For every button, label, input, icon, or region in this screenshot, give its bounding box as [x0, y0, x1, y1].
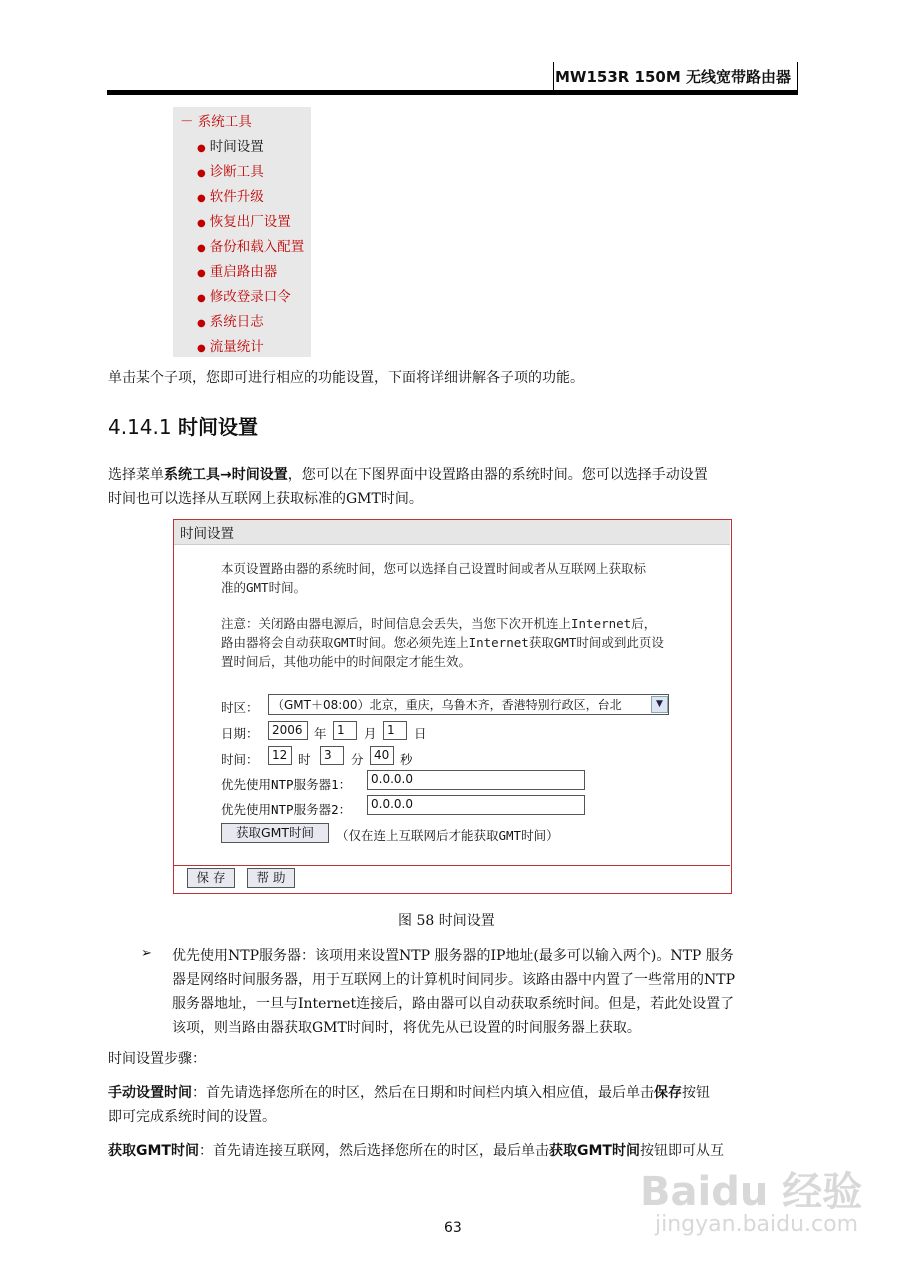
bullet-icon: ●: [197, 143, 206, 154]
hour-unit: 时: [298, 752, 311, 767]
section-heading: [108, 411, 258, 440]
bullet-line-4: 该项，则当路由器获取GMT时间时，将优先从已设置的时间服务器上获取。: [172, 1020, 641, 1036]
panel-note-line-3: 置时间后，其他功能中的时间限定才能生效。: [221, 654, 472, 669]
menu-item-password[interactable]: [197, 285, 291, 305]
menu-item-traffic[interactable]: [197, 335, 264, 355]
date-label: 日期：: [221, 726, 259, 741]
header-title: MW153R 150M 无线宽带路由器: [555, 68, 792, 86]
menu-item-syslog[interactable]: [197, 310, 264, 330]
manual-text: ：首先请选择您所在的时区，然后在日期和时间栏内填入相应值，最后单击: [192, 1085, 654, 1101]
second-input[interactable]: 40: [370, 746, 394, 765]
menu-item-label: 时间设置: [209, 139, 264, 155]
ntp2-label: 优先使用NTP服务器2：: [221, 802, 352, 817]
description-line-1: [108, 463, 798, 487]
menu-item-time[interactable]: [197, 135, 264, 155]
ntp1-input[interactable]: 0.0.0.0: [367, 770, 585, 790]
menu-item-upgrade[interactable]: [197, 185, 264, 205]
menu-item-backup[interactable]: [197, 235, 304, 255]
panel-note-line-2: 路由器将会自动获取GMT时间。您必须先连上Internet获取GMT时间或到此页设: [221, 635, 664, 650]
save-button[interactable]: 保 存: [187, 868, 235, 888]
month-input[interactable]: 1: [333, 721, 357, 740]
menu-item-label: 恢复出厂设置: [209, 214, 291, 230]
menu-item-label: 修改登录口令: [209, 289, 291, 305]
bullet-icon: ●: [197, 268, 206, 279]
manual-text-2: 按钮: [682, 1085, 710, 1101]
minute-input[interactable]: 3: [320, 746, 344, 765]
desc-rest: ，您可以在下图界面中设置路由器的系统时间。您可以选择手动设置: [287, 467, 708, 483]
section-number: 4.14.1: [108, 415, 172, 439]
baidu-watermark-url: jingyan.baidu.com: [655, 1212, 859, 1237]
day-input[interactable]: 1: [383, 721, 407, 740]
bullet-icon: ●: [197, 343, 206, 354]
panel-note-line-1: 注意：关闭路由器电源后，时间信息会丢失，当您下次开机连上Internet后，: [221, 616, 657, 631]
gmt-button-ref: 获取GMT时间: [548, 1143, 640, 1159]
bullet-icon: ●: [197, 318, 206, 329]
description-line-2: 时间也可以选择从互联网上获取标准的GMT时间。: [108, 491, 423, 507]
bullet-icon: ●: [197, 293, 206, 304]
timezone-value: （GMT＋08:00）北京，重庆，乌鲁木齐，香港特别行政区，台北: [272, 698, 622, 712]
menu-item-label: 系统日志: [209, 314, 264, 330]
manual-save-bold: 保存: [654, 1085, 682, 1101]
menu-item-label: 备份和载入配置: [209, 239, 305, 255]
get-gmt-button[interactable]: 获取GMT时间: [221, 823, 329, 843]
help-button[interactable]: 帮 助: [247, 868, 295, 888]
panel-title: 时间设置: [180, 526, 234, 542]
desc-menu-path: 系统工具→时间设置: [164, 467, 288, 483]
section-title: 时间设置: [177, 415, 258, 439]
bullet-icon: ●: [197, 218, 206, 229]
header-rule: [107, 90, 798, 95]
manual-line-1: [108, 1081, 798, 1105]
hour-input[interactable]: 12: [268, 746, 292, 765]
manual-line-2: 即可完成系统时间的设置。: [108, 1109, 276, 1125]
panel-footer-divider: [174, 865, 730, 866]
panel-info-line-1: 本页设置路由器的系统时间，您可以选择自己设置时间或者从互联网上获取标: [221, 561, 647, 576]
bullet-line-3: 服务器地址，一旦与Internet连接后，路由器可以自动获取系统时间。但是，若此处设置了: [172, 996, 735, 1012]
menu-title[interactable]: － 系统工具: [180, 114, 252, 130]
menu-item-label: 诊断工具: [209, 164, 264, 180]
gmt-label: 获取GMT时间: [108, 1143, 199, 1159]
year-unit: 年: [314, 726, 327, 741]
year-input[interactable]: 2006: [268, 721, 308, 740]
gmt-text: ：首先请连接互联网，然后选择您所在的时区，最后单击: [198, 1143, 549, 1159]
menu-item-label: 流量统计: [209, 339, 264, 355]
month-unit: 月: [364, 726, 377, 741]
bullet-icon: ●: [197, 243, 206, 254]
menu-item-reboot[interactable]: [197, 260, 277, 280]
gmt-text-2: 按钮即可从互: [639, 1143, 724, 1159]
timezone-select[interactable]: [268, 694, 669, 715]
menu-item-factory-reset[interactable]: [197, 210, 291, 230]
intro-paragraph: 单击某个子项，您即可进行相应的功能设置，下面将详细讲解各子项的功能。: [108, 370, 584, 386]
second-unit: 秒: [400, 752, 413, 767]
time-label: 时间：: [221, 752, 259, 767]
arrow-bullet-icon: ➢: [141, 946, 152, 961]
panel-info-line-2: 准的GMT时间。: [221, 580, 307, 595]
bullet-line-1: 优先使用NTP服务器：该项用来设置NTP 服务器的IP地址(最多可以输入两个)。NTP 服务: [172, 948, 734, 964]
header-divider-left: [553, 62, 554, 92]
page-number: 63: [444, 1220, 462, 1236]
ntp2-input[interactable]: 0.0.0.0: [367, 795, 585, 815]
desc-prefix: 选择菜单: [108, 467, 164, 483]
menu-item-diagnostics[interactable]: [197, 160, 264, 180]
menu-item-label: 软件升级: [209, 189, 264, 205]
bullet-icon: ●: [197, 168, 206, 179]
chevron-down-icon[interactable]: ▼: [651, 696, 668, 713]
manual-label: 手动设置时间: [108, 1085, 192, 1101]
bullet-icon: ●: [197, 193, 206, 204]
header-divider-right: [797, 62, 798, 92]
baidu-watermark-logo: Baidu 经验: [640, 1169, 863, 1215]
minute-unit: 分: [351, 752, 364, 767]
day-unit: 日: [414, 726, 427, 741]
panel-header: [174, 520, 730, 545]
steps-title: 时间设置步骤：: [108, 1051, 206, 1067]
menu-item-label: 重启路由器: [209, 264, 278, 280]
ntp1-label: 优先使用NTP服务器1：: [221, 777, 352, 792]
figure-caption: 图 58 时间设置: [398, 913, 495, 929]
gmt-hint: （仅在连上互联网后才能获取GMT时间）: [336, 828, 559, 843]
bullet-line-2: 器是网络时间服务器，用于互联网上的计算机时间同步。该路由器中内置了一些常用的NTP: [172, 972, 736, 988]
timezone-label: 时区：: [221, 700, 259, 715]
